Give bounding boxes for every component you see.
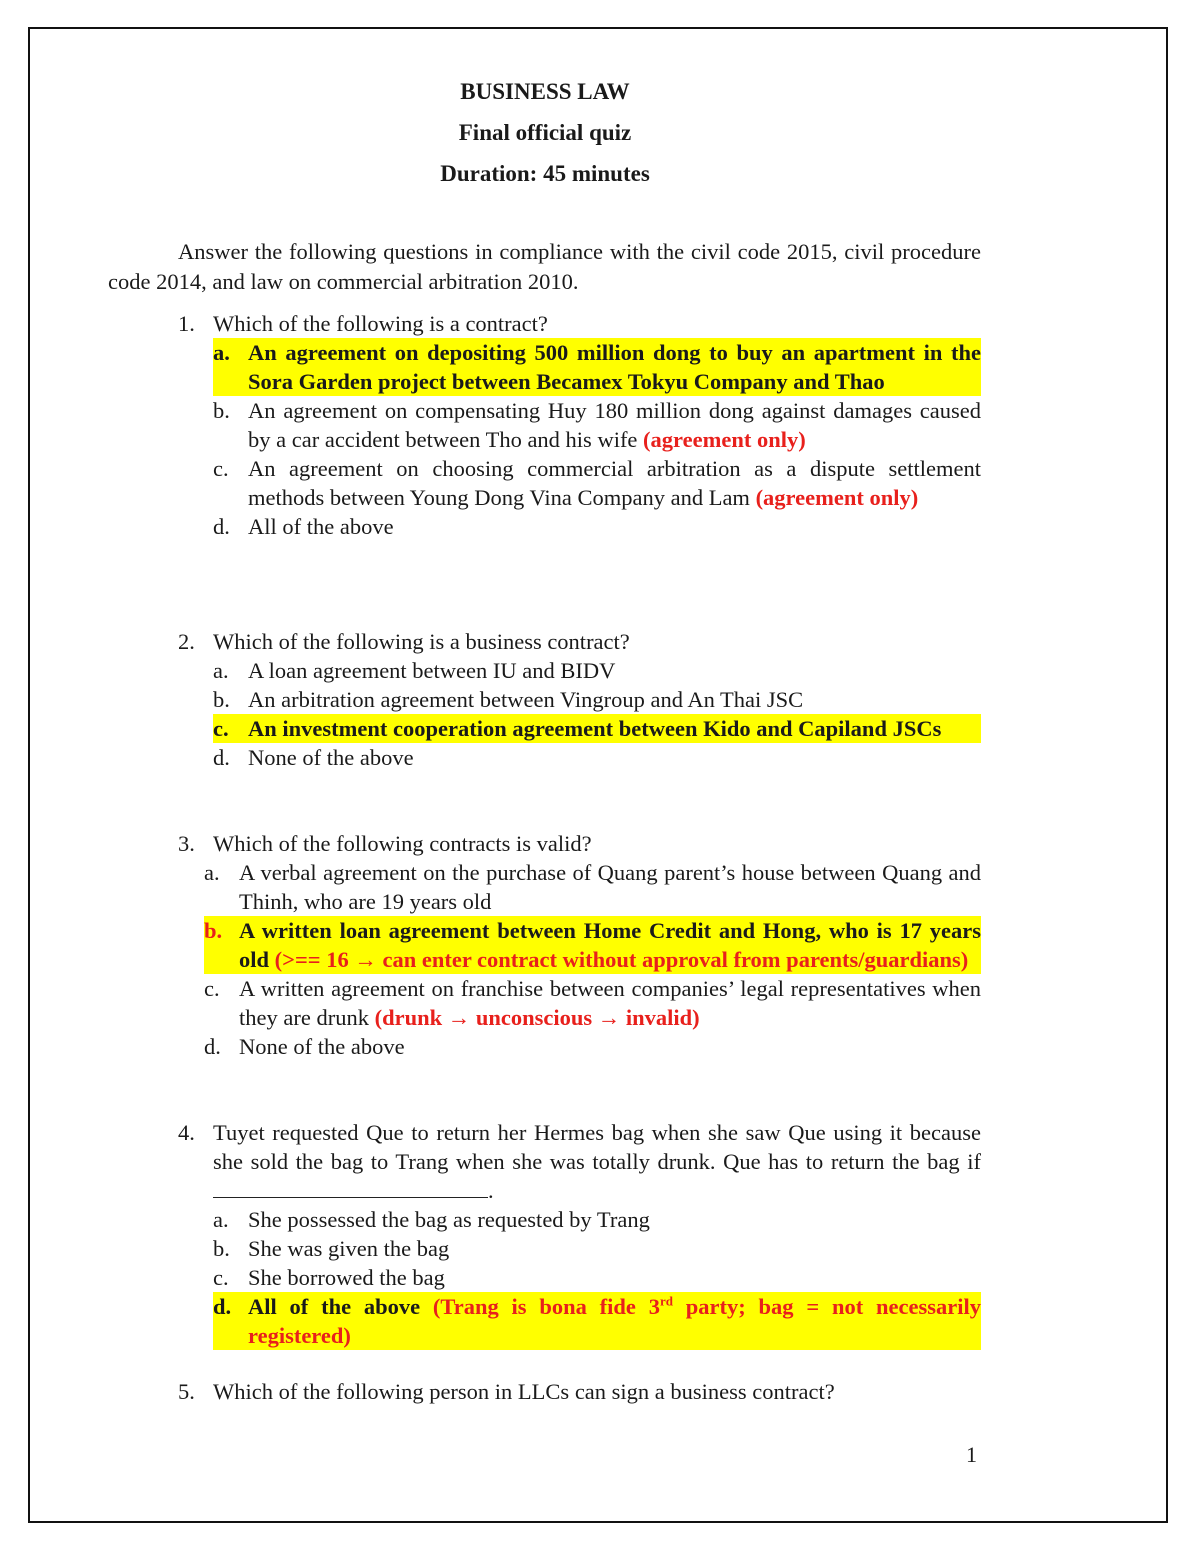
option-text: She borrowed the bag [248,1265,445,1290]
option-d [204,1032,981,1061]
option-d-correct [213,1292,981,1350]
course-title: BUSINESS LAW [460,79,630,104]
option-letter: b. [213,687,230,712]
option-text: An arbitration agreement between Vingroup and An Thai JSC [248,687,804,712]
option-text: A written agreement on franchise between companies’ legal representatives when they are drunk [239,976,981,1030]
option-text: None of the above [248,745,414,770]
option-letter: a. [204,860,220,885]
option-letter: c. [213,456,229,481]
option-b-correct [204,916,981,974]
option-letter: a. [213,340,230,365]
option-text: An agreement on compensating Huy 180 million dong against damages caused by a car accident between Tho and his wife [248,398,981,452]
quiz-subtitle: Final official quiz [458,120,632,145]
option-letter: d. [213,1294,232,1319]
answer-blank [213,1177,488,1198]
quiz-duration: Duration: 45 minutes [440,161,650,186]
option-text: All of the above [248,514,394,539]
option-letter: d. [204,1034,221,1059]
option-c [213,454,981,512]
question-number: 5. [178,1379,195,1404]
option-a-correct [213,338,981,396]
option-text: A written loan agreement between Home Credit and Hong, who is 17 years old [239,918,981,972]
option-letter: b. [204,918,223,943]
question-number: 2. [178,629,195,654]
option-letter: a. [213,1207,229,1232]
option-text: None of the above [239,1034,405,1059]
option-letter: d. [213,745,230,770]
option-b [213,685,981,714]
option-text: All of the above [248,1294,433,1319]
question-text: Which of the following person in LLCs can sign a business contract? [213,1379,835,1404]
question-5 [178,1377,981,1406]
intro-text: Answer the following questions in compliance with the civil code 2015, civil procedure code 2014, and law on commercial arbitration 2010. [108,239,981,294]
question-text: Which of the following is a business contract? [213,629,630,654]
question-4 [178,1118,981,1350]
answer-note: (agreement only) [755,485,919,510]
question-text-end: . [488,1178,494,1203]
question-text: Tuyet requested Que to return her Hermes bag when she saw Que using it because she sold the bag to Trang when she was totally drunk. Que has to return the bag if [213,1120,981,1174]
question-number: 4. [178,1120,195,1145]
option-text: A verbal agreement on the purchase of Quang parent’s house between Quang and Thinh, who are 19 years old [239,860,981,914]
option-letter: b. [213,398,230,423]
option-letter: b. [213,1236,230,1261]
question-number: 3. [178,831,195,856]
option-d [213,512,981,541]
answer-note: (drunk → unconscious → invalid) [374,1005,700,1030]
question-text: Which of the following is a contract? [213,311,548,336]
intro-paragraph [108,237,981,297]
option-b [213,396,981,454]
option-text: An investment cooperation agreement between Kido and Capiland JSCs [248,716,942,741]
option-c [213,1263,981,1292]
option-b [213,1234,981,1263]
option-text: She was given the bag [248,1236,450,1261]
option-letter: c. [213,1265,229,1290]
answer-note: (agreement only) [643,427,806,452]
option-text: An agreement on depositing 500 million dong to buy an apartment in the Sora Garden project between Becamex Tokyu Company and Thao [248,340,981,394]
option-text: An agreement on choosing commercial arbitration as a dispute settlement methods between Young Dong Vina Company and Lam [248,456,981,510]
question-2 [178,627,981,772]
option-letter: a. [213,658,229,683]
option-letter: d. [213,514,230,539]
question-text: Which of the following contracts is valid? [213,831,592,856]
question-1 [178,309,981,541]
option-letter: c. [213,716,229,741]
option-a [204,858,981,916]
option-text: She possessed the bag as requested by Trang [248,1207,650,1232]
answer-note: (>== 16 → can enter contract without approval from parents/guardians) [274,947,969,972]
answer-note-part: party; bag = not necessarily registered) [248,1294,981,1348]
ordinal-superscript: rd [659,1293,673,1309]
question-3 [178,829,981,1061]
option-text: A loan agreement between IU and BIDV [248,658,616,683]
option-d [213,743,981,772]
option-a [213,1205,981,1234]
option-a [213,656,981,685]
option-letter: c. [204,976,220,1001]
answer-note-part: (Trang is bona fide 3 [432,1294,660,1319]
question-number: 1. [178,311,195,336]
option-c [204,974,981,1032]
option-c-correct [213,714,981,743]
page-number: 1 [966,1442,977,1467]
